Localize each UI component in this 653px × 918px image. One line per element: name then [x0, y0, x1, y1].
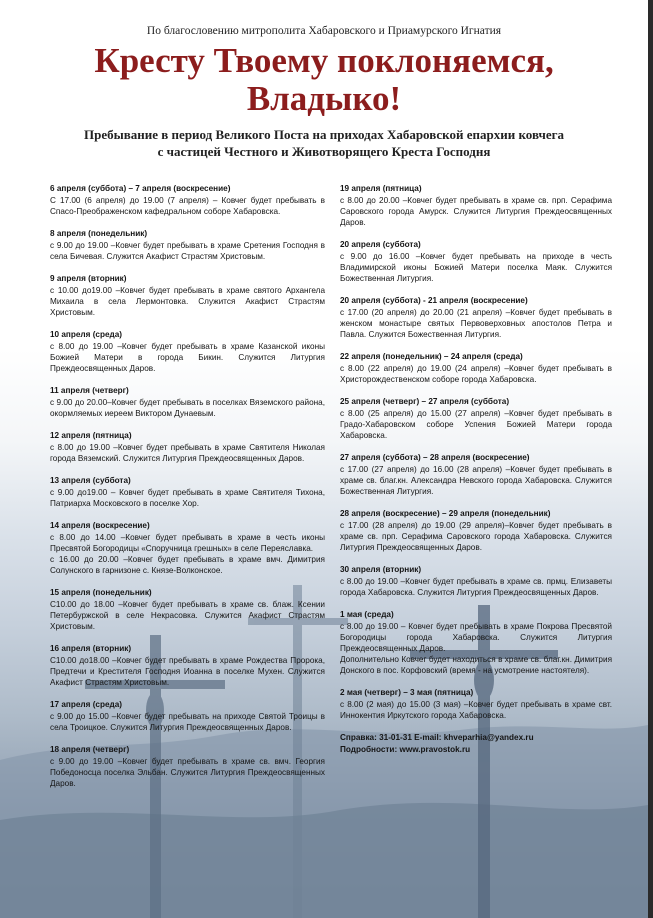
entry-text: с 8.00 до 14.00 –Ковчег будет пребывать в храме в честь иконы Пресвятой Богородицы «Споручница грешных» в селе Переяславка. с 16.00 до 20.00 –Ковчег будет пребывать в храме вмч. Димитрия Солунского в гарнизоне с. Князе-Волконское. — [50, 533, 325, 575]
entry-date: 1 мая (среда) — [340, 610, 394, 619]
entry-text: с 8.00 (2 мая) до 15.00 (3 мая) –Ковчег будет пребывать в храме свт. Иннокентия Иркутского города Хабаровска. — [340, 700, 612, 720]
entry-text: С10.00 до18.00 –Ковчег будет пребывать в храме Рождества Пророка, Предтечи и Крестителя Господня Иоанна в поселке Мухен. Служится Акафист Страстям Христовым. — [50, 656, 325, 687]
title-line-2: Владыко! — [246, 79, 402, 118]
entry-date: 9 апреля (вторник) — [50, 274, 127, 283]
schedule-entry — [50, 430, 325, 464]
entry-text: С10.00 до 18.00 –Ковчег будет пребывать в храме св. блаж. Ксении Петербуржской в селе Некрасовка. Служится Акафист Страстям Христовым. — [50, 600, 325, 631]
schedule-entry — [50, 699, 325, 733]
entry-date: 16 апреля (вторник) — [50, 644, 132, 653]
entry-text: с 17.00 (28 апреля) до 19.00 (29 апреля)–Ковчег будет пребывать в храме св. прп. Серафима Саровского города Хабаровска. Служится Литургия Преждеосвященных Даров. — [340, 521, 612, 552]
entry-date: 14 апреля (воскресение) — [50, 521, 150, 530]
entry-text: с 9.00 до 16.00 –Ковчег будет пребывать на приходе в честь Владимирской иконы Божией Матери поселка Маяк. Служится Божественная Литургия. — [340, 252, 612, 283]
entry-date: 19 апреля (пятница) — [340, 184, 422, 193]
entry-date: 13 апреля (суббота) — [50, 476, 131, 485]
entry-text: с 8.00 (22 апреля) до 19.00 (24 апреля) –Ковчег будет пребывать в Христорождественском соборе города Хабаровска. — [340, 364, 612, 384]
contact-phone-email[interactable]: Справка: 31-01-31 E-mail: khveparhia@yandex.ru — [340, 733, 534, 742]
entry-date: 30 апреля (вторник) — [340, 565, 422, 574]
entry-text: с 17.00 (20 апреля) до 20.00 (21 апреля) –Ковчег будет пребывать в женском монастыре святых Первоверховных апостолов Петра и Павла. Служится Божественная Литургия. — [340, 308, 612, 339]
schedule-column-right — [340, 183, 612, 756]
subtitle-line-1: Пребывание в период Великого Поста на приходах Хабаровской епархии ковчега — [84, 127, 564, 142]
schedule-entry — [50, 520, 325, 576]
entry-date: 11 апреля (четверг) — [50, 386, 129, 395]
schedule-entry — [50, 329, 325, 374]
contact-info — [340, 732, 612, 756]
schedule-entry — [340, 183, 612, 228]
schedule-entry — [340, 508, 612, 553]
schedule-entry — [50, 183, 325, 217]
entry-text: с 8.00 до 19.00 –Ковчег будет пребывать в храме св. прмц. Елизаветы города Хабаровска. Служится Литургия Преждеосвященных Даров. — [340, 577, 612, 597]
entry-text: с 9.00 до19.00 – Ковчег будет пребывать в храме Святителя Тихона, Патриарха Московского в поселке Хор. — [50, 488, 325, 508]
entry-text: с 9.00 до 20.00–Ковчег будет пребывать в поселках Вяземского района, окормляемых иереем Виктором Дунаевым. — [50, 398, 325, 418]
schedule-entry — [50, 744, 325, 789]
subtitle-line-2: с частицей Честного и Животворящего Креста Господня — [157, 144, 491, 159]
entry-date: 27 апреля (суббота) – 28 апреля (воскресение) — [340, 453, 530, 462]
schedule-entry — [340, 396, 612, 441]
subtitle — [40, 126, 608, 160]
entry-text: с 10.00 до19.00 –Ковчег будет пребывать в храме святого Архангела Михаила в села Лермонтовка. Служится Акафист Страстям Христовым. — [50, 286, 325, 317]
entry-date: 10 апреля (среда) — [50, 330, 123, 339]
schedule-entry — [50, 587, 325, 632]
entry-text: с 8.00 до 19.00 – Ковчег будет пребывать в храме Покрова Пресвятой Богородицы города Хабаровска. Служится Литургия Преждеосвященных Даров. Дополнительно Ковчег будет находиться в храме св. благ.кн. Димитрия Донского в пос. Корфовский (время - на усмотрение настоятеля). — [340, 622, 612, 675]
entry-date: 17 апреля (среда) — [50, 700, 123, 709]
entry-date: 25 апреля (четверг) – 27 апреля (суббота) — [340, 397, 510, 406]
entry-text: с 8.00 (25 апреля) до 15.00 (27 апреля) –Ковчег будет пребывать в Градо-Хабаровском соборе Успения Божией Матери города Хабаровска. — [340, 409, 612, 440]
schedule-entry — [50, 475, 325, 509]
schedule-entry — [340, 687, 612, 721]
entry-text: с 17.00 (27 апреля) до 16.00 (28 апреля) –Ковчег будет пребывать в храме св. благ.кн. Александра Невского города Хабаровска. Служится Божественная Литургия. — [340, 465, 612, 496]
schedule-entry — [50, 228, 325, 262]
entry-date: 2 мая (четверг) – 3 мая (пятница) — [340, 688, 474, 697]
entry-text: с 9.00 до 19.00 –Ковчег будет пребывать в храме Сретения Господня в села Бичевая. Служится Акафист Страстям Христовым. — [50, 241, 325, 261]
entry-text: с 8.00 до 19.00 –Ковчег будет пребывать в храме Святителя Николая города Вяземский. Служится Литургия Преждеосвященных Даров. — [50, 443, 325, 463]
schedule-column-left — [50, 183, 325, 800]
entry-text: с 9.00 до 19.00 –Ковчег будет пребывать в храме св. вмч. Георгия Победоносца поселка Эльбан. Служится Литургия Преждеосвященных Даров. — [50, 757, 325, 788]
entry-text: с 8.00 до 20.00 –Ковчег будет пребывать в храме св. прп. Серафима Саровского города Амурск. Служится Литургия Преждеосвященных Даров. — [340, 196, 612, 227]
schedule-entry — [340, 239, 612, 284]
schedule-entry — [340, 295, 612, 340]
entry-date: 22 апреля (понедельник) – 24 апреля (среда) — [340, 352, 523, 361]
schedule-entry — [50, 385, 325, 419]
contact-website[interactable]: Подробности: www.pravostok.ru — [340, 745, 471, 754]
entry-date: 15 апреля (понедельник) — [50, 588, 152, 597]
entry-text: с 9.00 до 15.00 –Ковчег будет пребывать на приходе Святой Троицы в села Троицкое. Служится Литургия Преждеосвященных Даров. — [50, 712, 325, 732]
entry-date: 20 апреля (суббота) — [340, 240, 421, 249]
entry-date: 28 апреля (воскресение) – 29 апреля (понедельник) — [340, 509, 551, 518]
schedule-entry — [340, 564, 612, 598]
entry-date: 6 апреля (суббота) – 7 апреля (воскресение) — [50, 184, 231, 193]
title-line-1: Кресту Твоему поклоняемся, — [94, 41, 554, 80]
entry-text: с 8.00 до 19.00 –Ковчег будет пребывать в храме Казанской иконы Божией Матери в города Бикин. Служится Литургия Преждеосвященных Даров. — [50, 342, 325, 373]
entry-text: С 17.00 (6 апреля) до 19.00 (7 апреля) – Ковчег будет пребывать в Спасо-Преображенском кафедральном соборе Хабаровска. — [50, 196, 325, 216]
entry-date: 20 апреля (суббота) - 21 апреля (воскресение) — [340, 296, 528, 305]
entry-date: 18 апреля (четверг) — [50, 745, 130, 754]
schedule-entry — [50, 643, 325, 688]
page-title — [0, 42, 648, 118]
page-right-edge — [648, 0, 653, 918]
blessing-line: По благословению митрополита Хабаровского и Приамурского Игнатия — [146, 25, 502, 37]
schedule-entry — [340, 351, 612, 385]
entry-date: 12 апреля (пятница) — [50, 431, 132, 440]
schedule-entry — [340, 609, 612, 676]
schedule-entry — [50, 273, 325, 318]
schedule-entry — [340, 452, 612, 497]
entry-date: 8 апреля (понедельник) — [50, 229, 148, 238]
